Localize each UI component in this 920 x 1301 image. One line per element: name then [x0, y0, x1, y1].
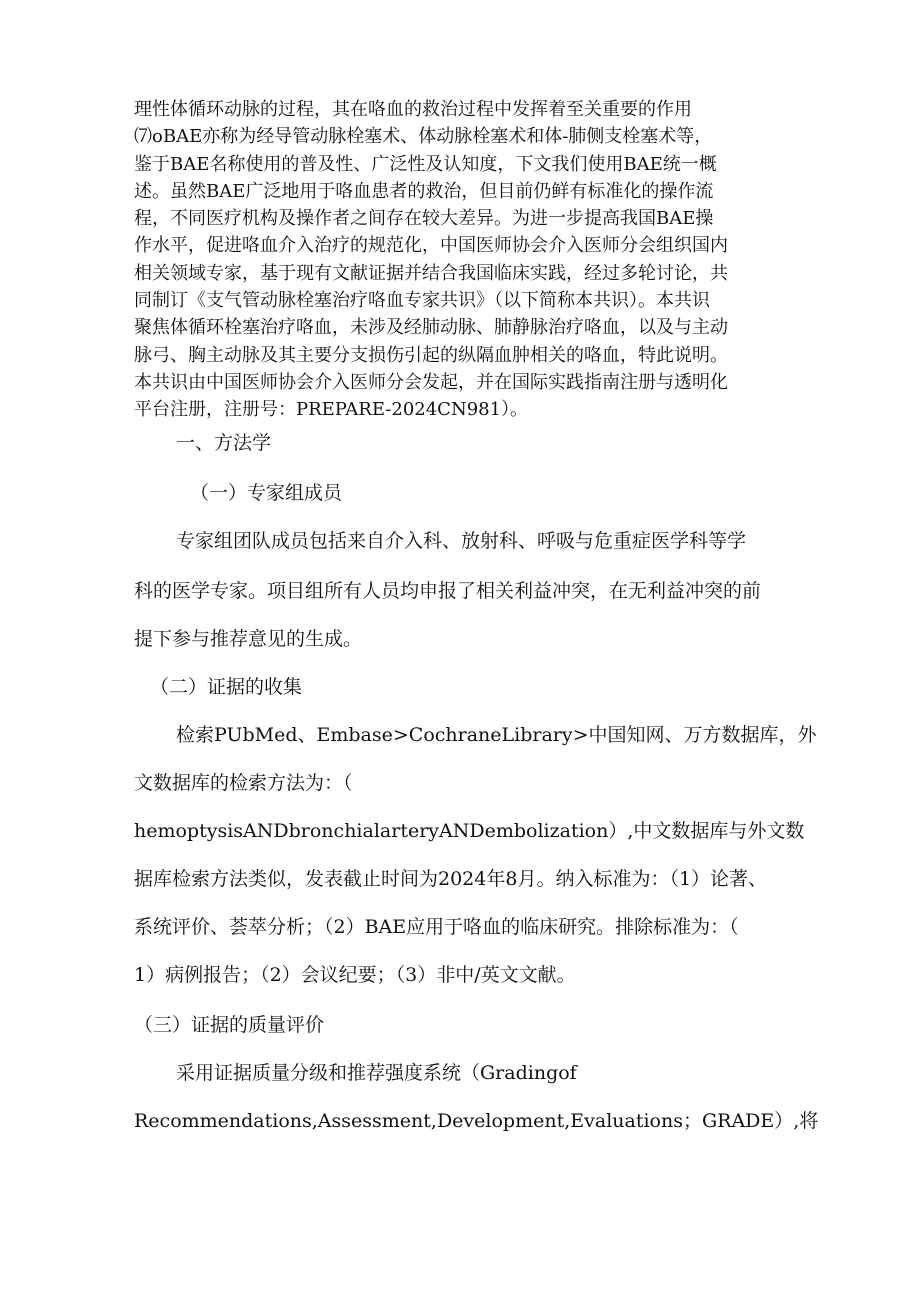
intro-line: 鉴于BAE名称使用的普及性、广泛性及认知度，下文我们使用BAE统一概 [134, 153, 717, 175]
intro-line: 述。虽然BAE广泛地用于咯血患者的救治，但目前仍鲜有标准化的操作流 [134, 180, 714, 202]
subsection-heading-evidence-quality: （三）证据的质量评价 [134, 1014, 325, 1036]
section-heading-methodology: 一、方法学 [176, 432, 272, 454]
paragraph-line: 科的医学专家。项目组所有人员均申报了相关利益冲突，在无利益冲突的前 [134, 580, 762, 602]
paragraph-line: Recommendations,Assessment,Development,Evaluations；GRADE）,将 [134, 1110, 819, 1132]
intro-line: 脉弓、胸主动脉及其主要分支损伤引起的纵隔血肿相关的咯血，特此说明。 [134, 344, 728, 366]
paragraph-line: 据库检索方法类似，发表截止时间为2024年8月。纳入标准为：（1）论著、 [134, 868, 768, 890]
intro-line: 相关领域专家，基于现有文献证据并结合我国临床实践，经过多轮讨论，共 [134, 262, 728, 284]
paragraph-line: 专家组团队成员包括来自介入科、放射科、呼吸与危重症医学科等学 [176, 530, 747, 552]
subsection-heading-evidence-collection: （二）证据的收集 [150, 676, 303, 698]
paragraph-line: 采用证据质量分级和推荐强度系统（Gradingof [176, 1062, 577, 1084]
intro-line: 程，不同医疗机构及操作者之间存在较大差异。为进一步提高我国BAE操 [134, 208, 714, 230]
intro-line: 理性体循环动脉的过程，其在咯血的救治过程中发挥着至关重要的作用 [134, 99, 692, 120]
paragraph-line: 提下参与推荐意见的生成。 [134, 628, 363, 650]
intro-line: 聚焦体循环栓塞治疗咯血，未涉及经肺动脉、肺静脉治疗咯血，以及与主动 [134, 317, 728, 339]
intro-paragraph [134, 96, 794, 424]
intro-line: 本共识由中国医师协会介入医师分会发起，并在国际实践指南注册与透明化 [134, 371, 728, 393]
subsection-heading-expert-group: （一）专家组成员 [190, 482, 343, 504]
intro-line: ⑺oBAE亦称为经导管动脉栓塞术、体动脉栓塞术和体-肺侧支栓塞术等， [134, 126, 713, 148]
paragraph-line: 系统评价、荟萃分析；（2）BAE应用于咯血的临床研究。排除标准为：（ [134, 916, 739, 938]
intro-line: 同制订《支气管动脉栓塞治疗咯血专家共识》（以下简称本共识）。本共识 [134, 290, 710, 312]
intro-line: 作水平，促进咯血介入治疗的规范化，中国医师协会介入医师分会组织国内 [134, 235, 728, 257]
paragraph-line: hemoptysisANDbronchialarteryANDembolization）,中文数据库与外文数 [134, 820, 805, 842]
paragraph-line: 1）病例报告；（2）会议纪要；（3）非中/英文文献。 [134, 964, 576, 986]
intro-line: 平台注册，注册号：PREPARE-2024CN981）。 [134, 399, 529, 421]
paragraph-line: 文数据库的检索方法为：（ [134, 772, 353, 794]
paragraph-line: 检索PUbMed、Embase>CochraneLibrary>中国知网、万方数据库，外 [176, 724, 817, 746]
